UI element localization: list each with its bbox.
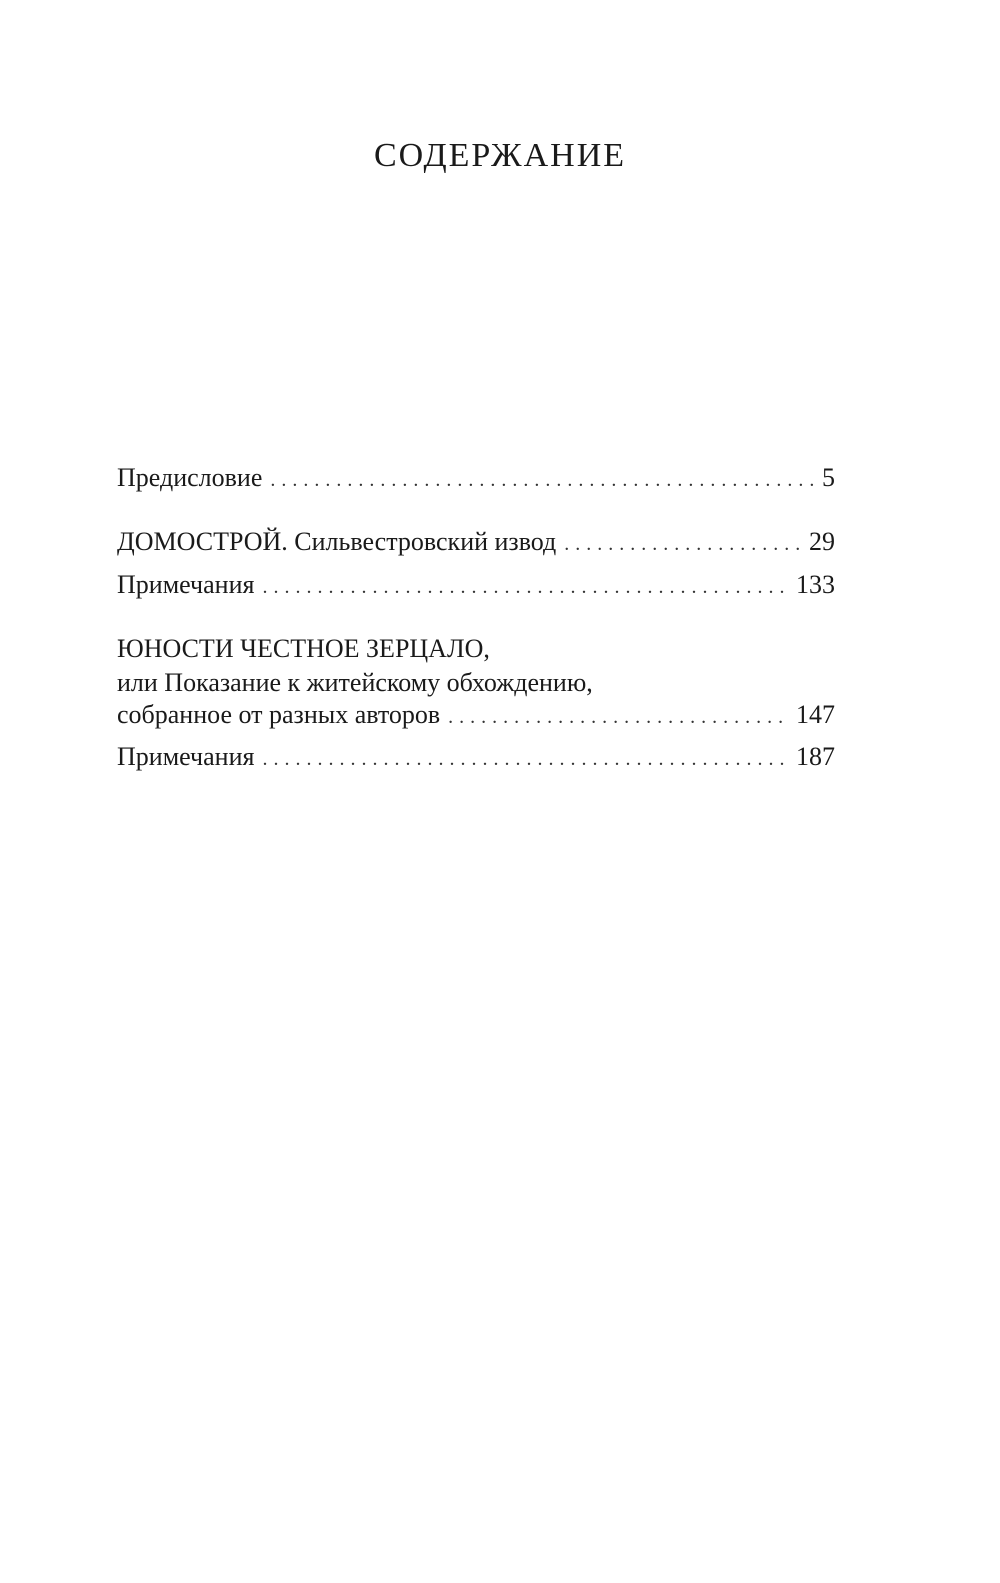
dot-leader [270,463,816,497]
dot-leader [262,570,790,604]
toc-entry-title: Примечания [117,570,255,599]
toc-entry-title: ДОМОСТРОЙ. Сильвестровский извод [117,527,557,556]
toc-page-number: 187 [796,742,835,771]
toc-entry-last-line [117,698,835,734]
toc-entry-title-line-3: собранное от разных авторов [117,700,441,729]
toc-entry-zertsalo-notes[interactable] [117,740,835,776]
toc-entry-title-line-1: ЮНОСТИ ЧЕСТНОЕ ЗЕРЦАЛО, [117,634,490,663]
dot-leader [262,742,790,776]
toc-entry-domostroy-notes[interactable] [117,568,835,604]
toc-entry-title-line-2: или Показание к житейскому обхождению, [117,668,593,697]
dot-leader [448,700,790,734]
dot-leader [564,527,803,561]
toc-page-number: 29 [809,527,835,556]
toc-entry-preface[interactable] [117,461,835,497]
toc-page-number: 5 [822,463,835,492]
toc-page-number: 147 [796,700,835,729]
toc-entry-title: Предисловие [117,463,263,492]
toc-entry-domostroy[interactable] [117,525,835,561]
toc-entry-title: Примечания [117,742,255,771]
toc-page-number: 133 [796,570,835,599]
page-title: СОДЕРЖАНИЕ [373,137,627,174]
